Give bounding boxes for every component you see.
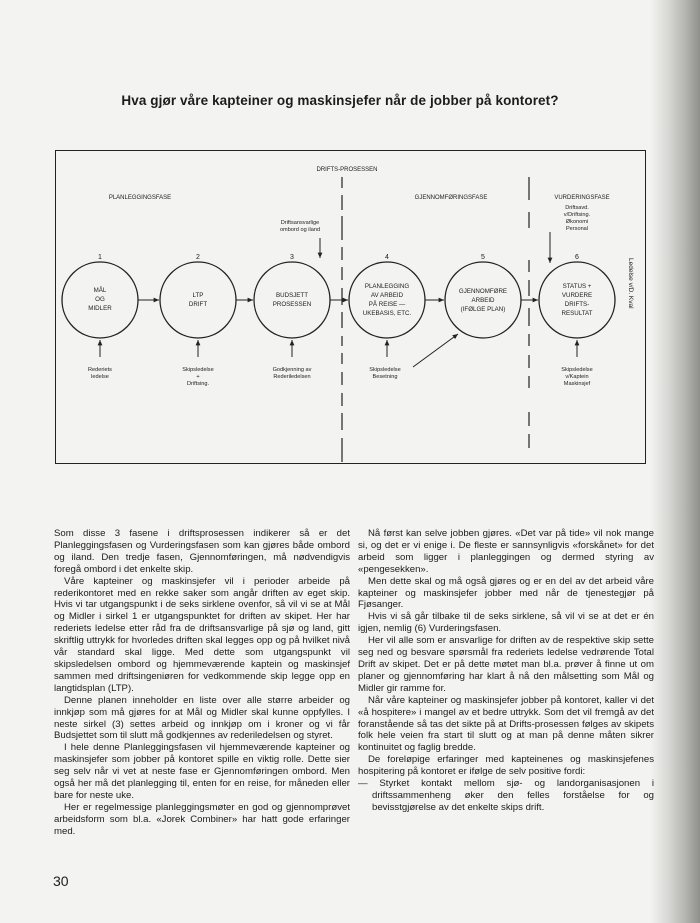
label-rederiets-2: ledelse bbox=[91, 374, 109, 380]
circle-2-ltp-drift bbox=[160, 262, 236, 338]
label-skipsledelse-c6-3: Maskinsjef bbox=[563, 381, 591, 387]
text-column-left bbox=[54, 528, 350, 838]
phase-label-gjennomforing: GJENNOMFØRINGSFASE bbox=[414, 195, 488, 201]
circle-number-4: 4 bbox=[385, 254, 389, 261]
label-godkjenning-2: Rederiledelsen bbox=[273, 374, 311, 380]
label-skipsledelse-c4-2: Besetning bbox=[372, 374, 398, 380]
paragraph: Her vil alle som er ansvarlige for driften av de respektive skip sette seg ned og besvare spørsmål fra rederiets ledelse vedrørende Total Drift av skipet. Det er på dette møtet man bl.a. prøver å finne ut om planer og gjennomføring har klart å nå den målsetting som Mål og Midler gir ramme for. bbox=[358, 635, 654, 694]
paragraph: Når våre kapteiner og maskinsjefer jobber på kontoret, kaller vi det «å hospitere» i mangel av et bedre uttrykk. Som det vil fremgå av det foranstående så tas det sikte på at Drifts-prosessen følges av skipets folk hele veien fra start til slutt og at man på denne måten sikrer kontinuitet og faglig bredde. bbox=[358, 694, 654, 754]
label-driftsansvarlige-2: ombord og iland bbox=[279, 227, 321, 233]
label-driftsansvarlige-1: Driftsansvarlige bbox=[280, 220, 320, 226]
circle-number-5: 5 bbox=[481, 254, 485, 261]
page-title: Hva gjør våre kapteiner og maskinsjefer når de jobber på kontoret? bbox=[121, 93, 559, 108]
circle-5-text-1: GJENNOMFØRE bbox=[458, 288, 508, 295]
circle-4-text-1: PLANLEGGING bbox=[364, 283, 410, 290]
label-skipsledelse-c2-3: Driftsing. bbox=[186, 381, 210, 387]
diagram-header: DRIFTS-PROSESSEN bbox=[316, 167, 378, 173]
circle-3-budsjett bbox=[254, 262, 330, 338]
side-label-ledelse: Ledelse v/D. Kval bbox=[627, 258, 634, 309]
arrow-bottom-c5 bbox=[413, 334, 458, 367]
circle-number-6: 6 bbox=[575, 254, 579, 261]
label-skipsledelse-c6-1: Skipsledelse bbox=[561, 367, 593, 373]
paragraph: I hele denne Planleggingsfasen vil hjemmeværende kapteiner og maskinsjefer som jobber på kontoret spille en viktig rolle. Dette sier seg selv når vi vet at neste fase er Gjennomføringen ombord. Men også her må det planlegging til, enten for en reise, for måneden eller bare for neste uke. bbox=[54, 742, 350, 801]
circle-number-3: 3 bbox=[290, 254, 294, 261]
label-rederiets-1: Rederiets bbox=[88, 367, 112, 373]
circle-4-text-3: PÅ REISE — bbox=[368, 301, 406, 308]
text-column-right bbox=[358, 528, 654, 814]
label-skipsledelse-c4-1: Skipsledelse bbox=[369, 367, 401, 373]
page-edge-shadow bbox=[650, 0, 700, 923]
circle-4-text-4: UKEBASIS, ETC. bbox=[362, 310, 412, 317]
label-skipsledelse-c2-2: + bbox=[196, 374, 200, 380]
label-godkjenning-1: Godkjenning av bbox=[272, 367, 312, 373]
paragraph: Som disse 3 fasene i driftsprosessen indikerer så er det Planleggingsfasen og Vurderingsfasen som kan gjøres både ombord og iland. Den tredje fasen, Gjennomføringen, må nødvendigvis foregå ombord i det enkelte skip. bbox=[54, 528, 350, 575]
label-skipsledelse-c2-1: Skipsledelse bbox=[182, 367, 214, 373]
circle-6-text-1: STATUS + bbox=[562, 283, 592, 290]
circle-2-text-2: DRIFT bbox=[188, 301, 208, 308]
paragraph: Men dette skal og må også gjøres og er en del av det arbeid våre kapteiner og maskinsjefer jobber med når de tjenestegjør på Fjøsanger. bbox=[358, 575, 654, 611]
circle-6-text-3: DRIFTS- bbox=[564, 301, 590, 308]
paragraph: Våre kapteiner og maskinsjefer vil i perioder arbeide på rederikontoret med en rekke saker som angår driften av eget skip. Hvis vi tar utgangspunkt i de seks sirklene ovenfor, så vil vi se at Mål og Midler i sirkel 1 er utgangspunktet for driften av skipet. Her har rederiets ledelse etter råd fra de driftsansvarlige på sjø og land, gitt skriftlig uttrykk for hvorledes driften skal legges opp og på hvilket nivå vår standard skal ligge. Med dette som utgangspunkt vil skipsledelsen ombord og hjemmeværende kaptein og maskinsjef sammen med driftsingeniøren for vedkommende skip legge opp en langtidsplan (LTP). bbox=[54, 575, 350, 694]
phase-label-planlegging: PLANLEGGINGSFASE bbox=[108, 195, 172, 201]
circle-6-text-4: RESULTAT bbox=[561, 310, 593, 317]
page-number: 30 bbox=[53, 873, 69, 889]
phase-label-vurdering: VURDERINGSFASE bbox=[554, 195, 610, 201]
label-driftsavd-2: v/Driftsing. bbox=[563, 212, 591, 218]
drifts-prosessen-diagram bbox=[55, 150, 644, 462]
paragraph: Her er regelmessige planleggingsmøter en god og gjennomprøvet arbeidsform som bl.a. «Jorek Combiner» har hatt gode erfaringer med. bbox=[54, 801, 350, 837]
circle-1-text-1: MÅL bbox=[93, 287, 107, 294]
paragraph: Nå først kan selve jobben gjøres. «Det var på tide» vil nok mange si, og det er vi enige i. De fleste er sannsynligvis «forskånet» for det arbeid som ligger i planleggingen og dermed styring av «pengesekken». bbox=[358, 528, 654, 575]
label-driftsavd-1: Driftsavd. bbox=[565, 205, 589, 211]
circle-4-text-2: AV ARBEID bbox=[370, 292, 404, 299]
circle-6-status bbox=[539, 262, 615, 338]
label-skipsledelse-c6-2: v/Kaptein bbox=[565, 374, 589, 380]
circle-6-text-2: VURDERE bbox=[561, 292, 593, 299]
circle-3-text-2: PROSESSEN bbox=[272, 301, 312, 308]
circle-1-text-3: MIDLER bbox=[88, 305, 112, 312]
circle-5-text-3: (IFØLGE PLAN) bbox=[460, 306, 506, 313]
paragraph: De foreløpige erfaringer med kapteinenes og maskinsjefenes hospitering på kontoret er ifølge de selv positive fordi: bbox=[358, 754, 654, 778]
paragraph: Denne planen inneholder en liste over alle større arbeider og innkjøp som må gjøres for at Mål og Midler skal kunne oppfylles. I neste sirkel (3) settes arbeid og innkjøp om i kroner og vi får Budsjettet som til slutt må godkjennes av rederiledelsen og styret. bbox=[54, 694, 350, 742]
circle-3-text-1: BUDSJETT bbox=[276, 292, 308, 299]
circle-1-text-2: OG bbox=[95, 296, 105, 303]
bullet-paragraph: — Styrket kontakt mellom sjø- og landorganisasjonen i driftssammenheng øker den felles forståelse for og bevisstgjørelse av det enkelte skips drift. bbox=[358, 778, 654, 813]
paragraph: Hvis vi så går tilbake til de seks sirklene, så vil vi se at det er én igjen, nemlig (6) Vurderingsfasen. bbox=[358, 611, 654, 635]
circle-4-planlegging bbox=[349, 262, 425, 338]
circle-number-1: 1 bbox=[98, 254, 102, 261]
circle-number-2: 2 bbox=[196, 254, 200, 261]
label-driftsavd-4: Personal bbox=[565, 226, 589, 232]
circle-5-text-2: ARBEID bbox=[471, 297, 495, 304]
label-driftsavd-3: Økonomi bbox=[565, 219, 589, 225]
circle-2-text-1: LTP bbox=[192, 292, 204, 299]
